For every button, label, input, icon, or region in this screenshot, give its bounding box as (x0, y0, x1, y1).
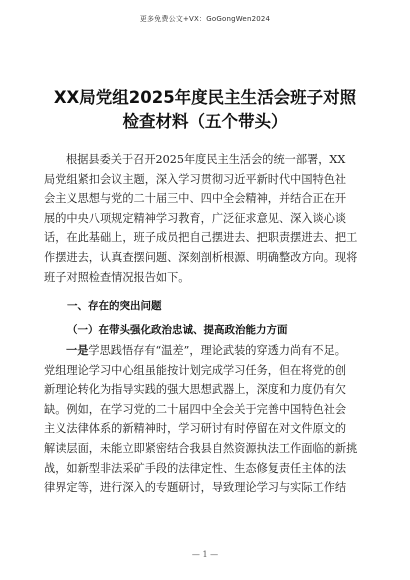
body-paragraph (44, 341, 364, 498)
paragraph-line: 律界定等，进行深入的专题研讨，导致理论学习与实际工作结 (44, 481, 347, 495)
intro-paragraph (44, 150, 364, 287)
intro-line: 根据县委关于召开2025年度民主生活会的统一部署，XX (66, 153, 346, 166)
intro-line: 局党组紧扣会议主题，深入学习贯彻习近平新时代中国特色社 (44, 172, 347, 186)
paragraph-line-text: 学思践悟存有“温差”，理论武装的穿透力尚有不足。 (88, 344, 346, 357)
paragraph-line-first (44, 341, 364, 361)
header-note: 更多免费公文+VX：GoGongWen2024 (139, 15, 271, 23)
paragraph-line: 新理论转化为指导实践的强大思想武器上，深度和力度仍有欠 (44, 383, 347, 397)
paragraph-line: 缺。例如，在学习党的二十届四中全会关于完善中国特色社会 (44, 402, 347, 416)
paragraph-line: 党组理论学习中心组虽能按计划完成学习任务，但在将党的创 (44, 363, 347, 377)
section-heading: 一、存在的突出问题 (67, 300, 162, 312)
intro-line: 话，在此基础上，班子成员把自己摆进去、把职责摆进去、把工 (44, 231, 358, 245)
subsection-heading: （一）在带头强化政治忠诚、提高政治能力方面 (67, 324, 288, 336)
intro-line: 展的中央八项规定精神学习教育，广泛征求意见、深入谈心谈 (44, 211, 347, 225)
document-title-line-1: XX局党组2025年度民主生活会班子对照 (53, 88, 357, 107)
intro-line: 作摆进去，认真查摆问题、深刻剖析根源、明确整改方向。现将 (44, 250, 358, 264)
intro-line: 班子对照检查情况报告如下。 (44, 270, 190, 284)
paragraph-line: 战，如新型非法采矿手段的法律定性、生态修复责任主体的法 (44, 461, 347, 475)
paragraph-lead: 一是 (66, 343, 89, 357)
page-number: — 1 — (191, 550, 219, 559)
paragraph-line: 主义法律体系的新精神时，学习研讨有时停留在对文件原文的 (44, 422, 347, 436)
intro-line: 会主义思想与党的二十届三中、四中全会精神，并结合正在开 (44, 192, 347, 206)
document-title-line-2: 检查材料（五个带头） (122, 112, 288, 131)
paragraph-line: 解读层面，未能立即紧密结合我县自然资源执法工作面临的新挑 (44, 441, 358, 455)
